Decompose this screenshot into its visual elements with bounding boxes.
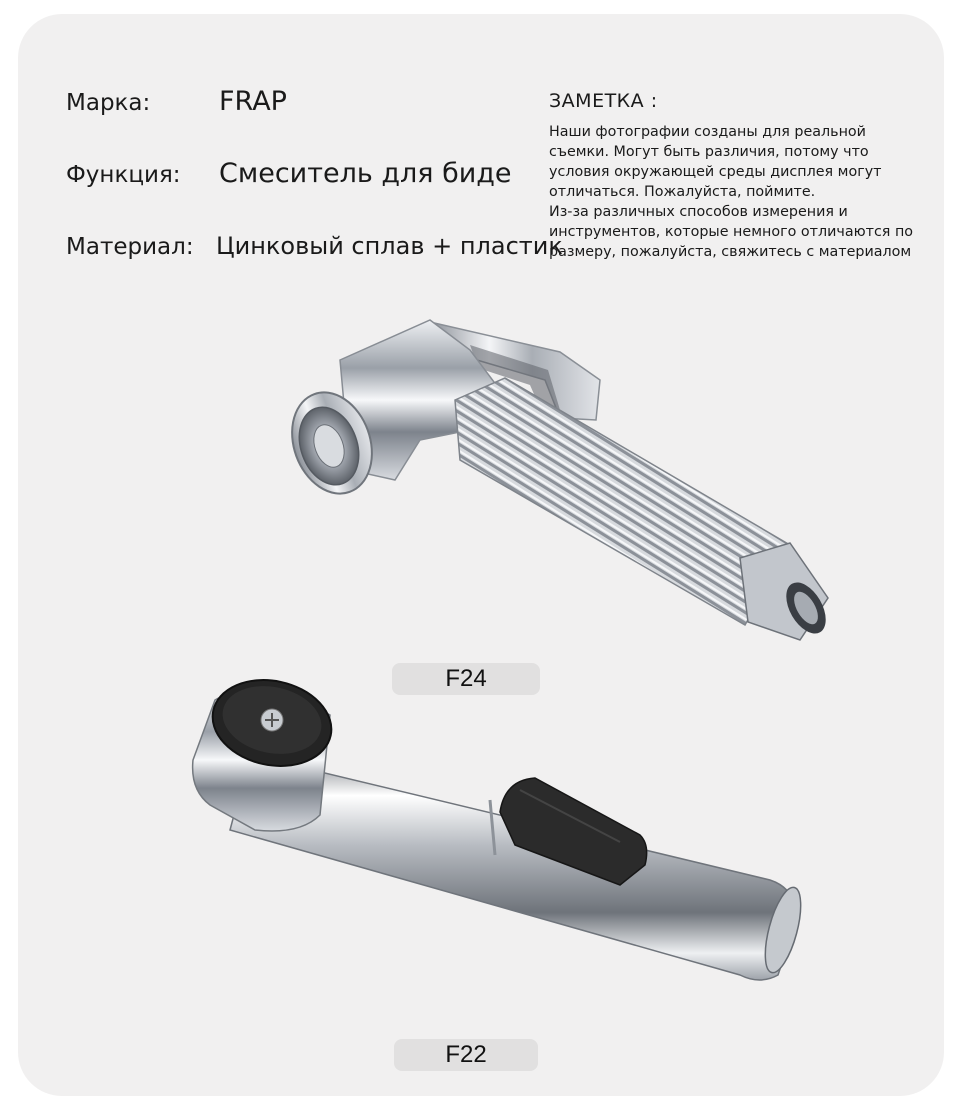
note-line: инструментов, которые немного отличаются по — [549, 224, 914, 240]
brand-label: Марка: — [66, 90, 151, 116]
note-line: условия окружающей среды дисплея могут — [549, 164, 882, 180]
note-line: Наши фотографии созданы для реальной — [549, 124, 866, 140]
note-line: размеру, пожалуйста, свяжитесь с материалом — [549, 244, 912, 260]
model-tag-f22: F22 — [394, 1039, 538, 1071]
function-value: Смеситель для биде — [219, 158, 512, 189]
f24-sprayer-image — [279, 320, 834, 640]
note-line: отличаться. Пожалуйста, поймите. — [549, 184, 816, 200]
note-line: съемки. Могут быть различия, потому что — [549, 144, 869, 160]
material-label: Материал: — [66, 234, 194, 260]
note-line: Из-за различных способов измерения и — [549, 204, 848, 220]
function-label: Функция: — [66, 162, 181, 188]
material-value: Цинковый сплав + пластик — [216, 232, 563, 260]
model-tag-f24: F24 — [392, 663, 540, 695]
f22-sprayer-image — [193, 669, 808, 980]
note-title: ЗАМЕТКА : — [549, 90, 658, 112]
brand-value: FRAP — [219, 86, 287, 117]
